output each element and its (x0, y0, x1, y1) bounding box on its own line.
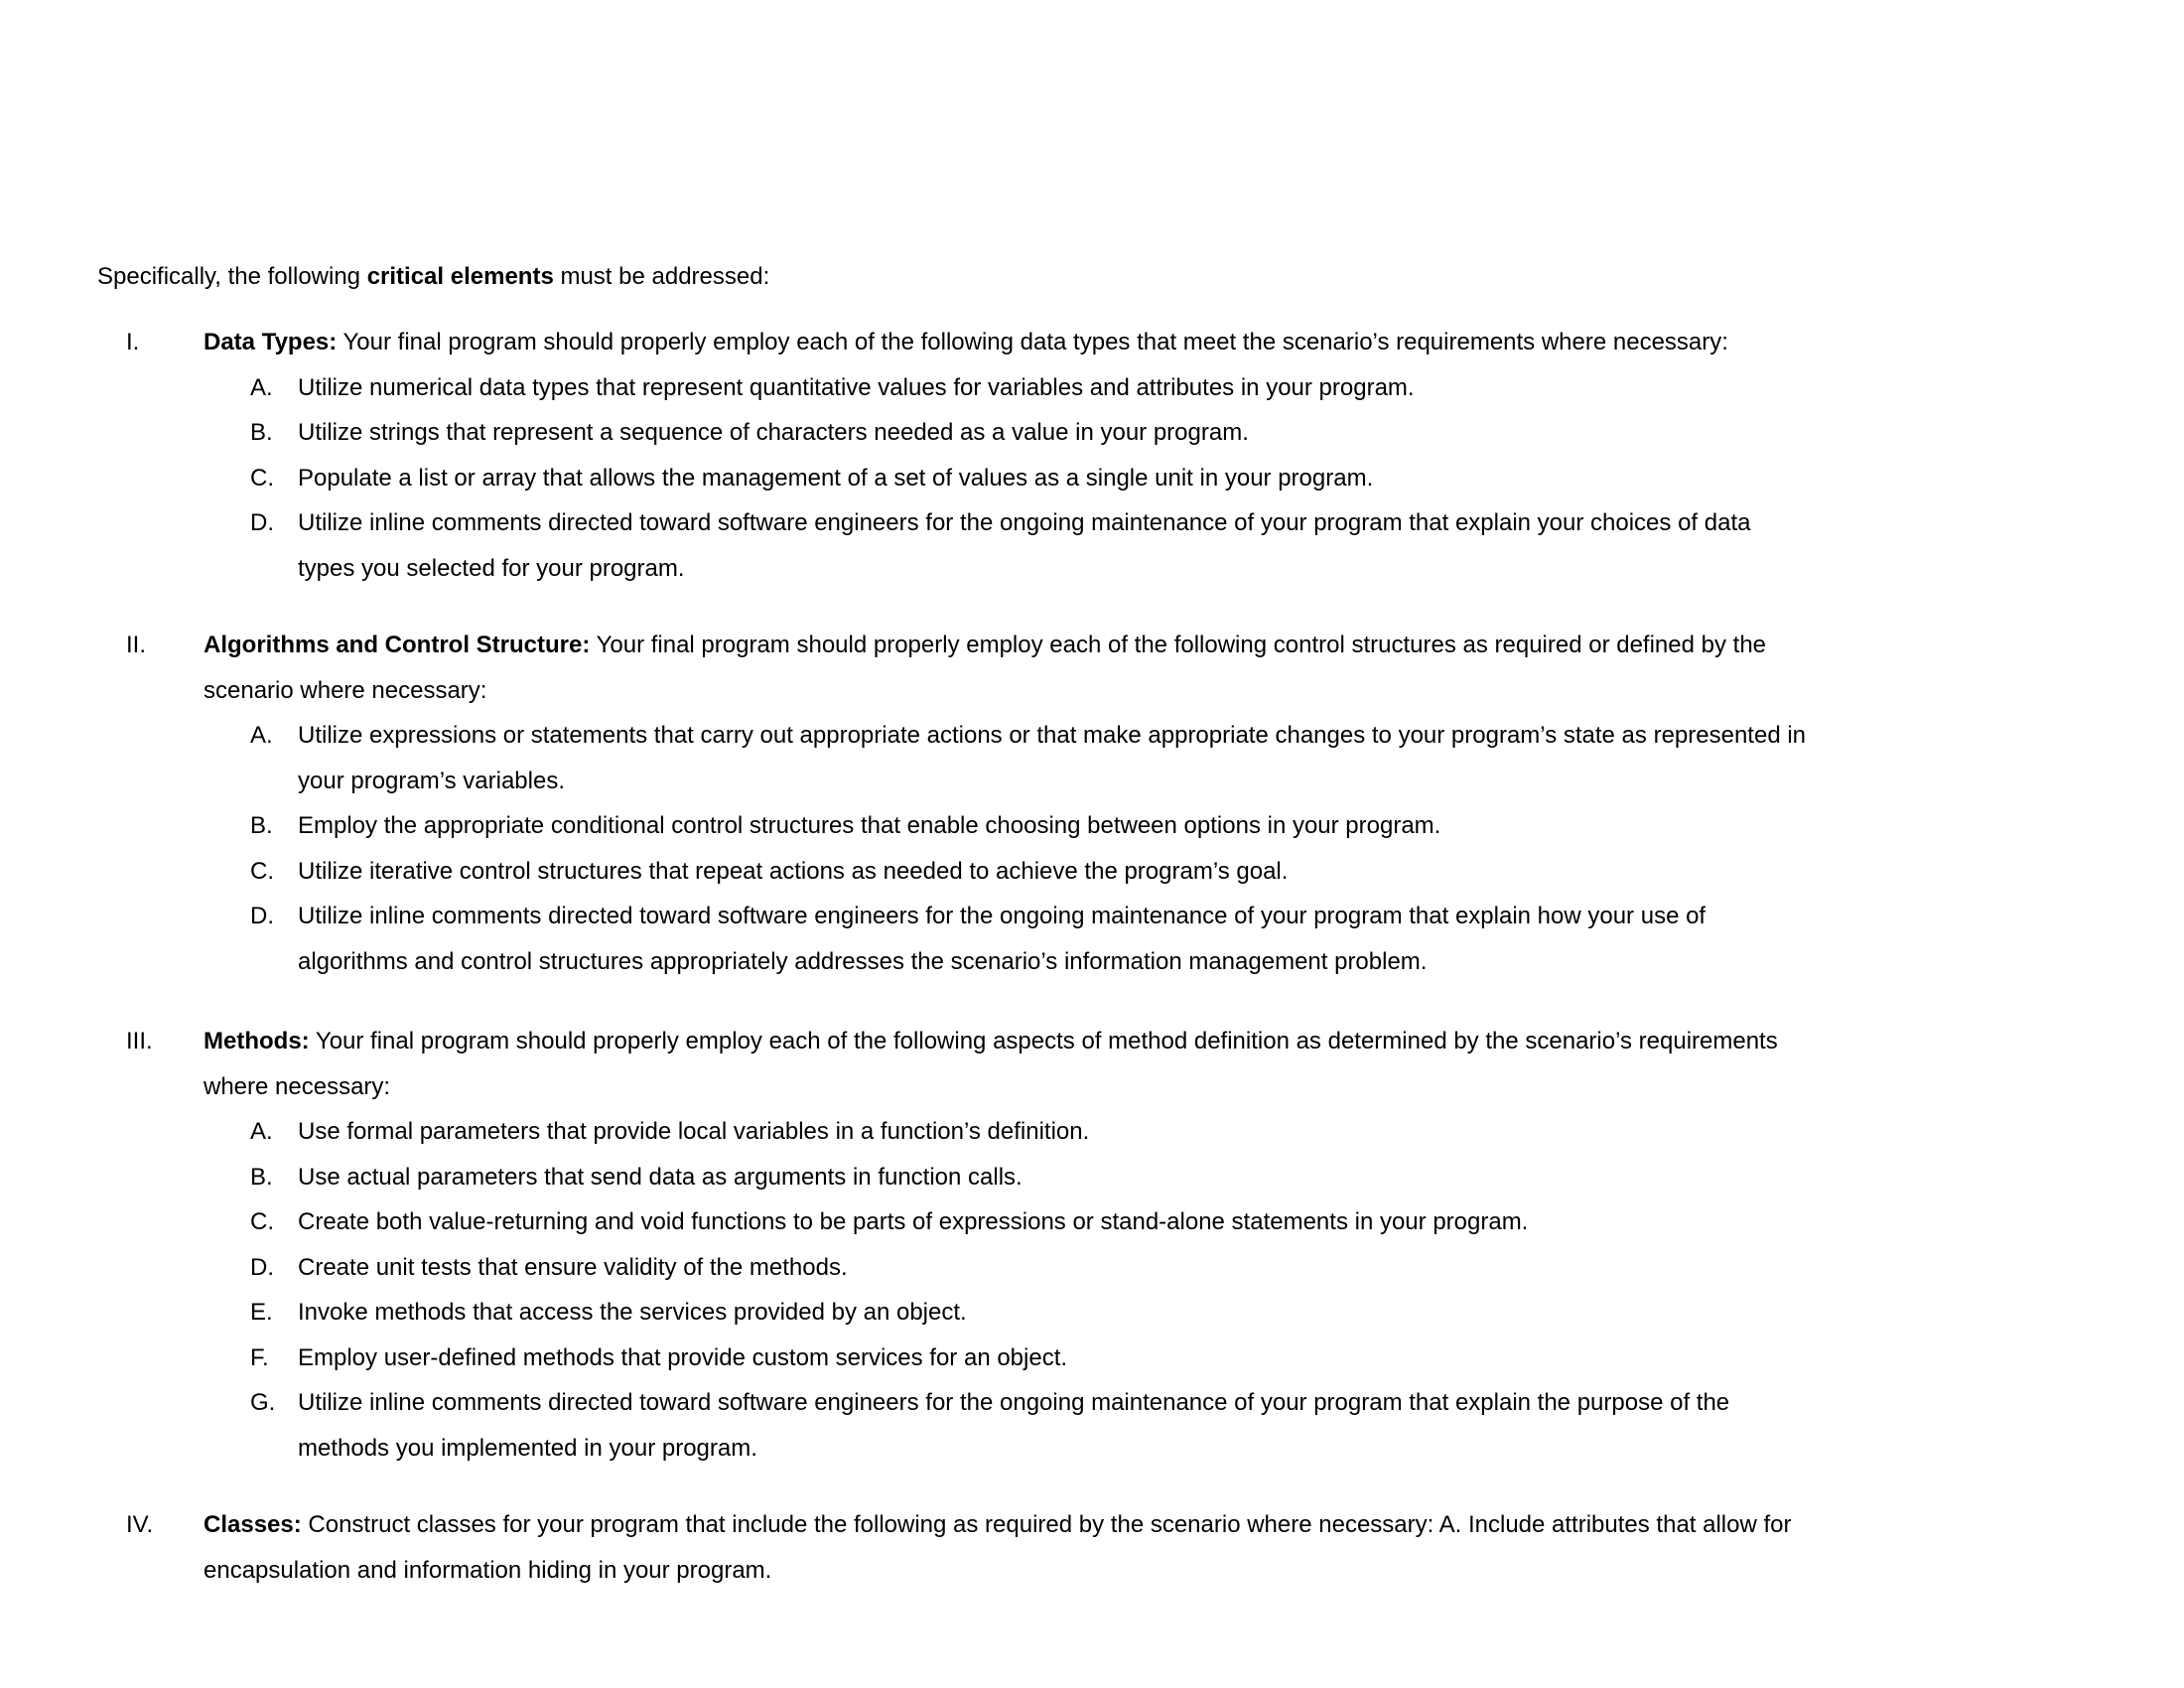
list-item-label: E. (250, 1299, 273, 1326)
list-item-label: C. (250, 857, 274, 885)
list-item (250, 1109, 1778, 1155)
list-item-line: Use formal parameters that provide local variables in a function’s definition. (298, 1118, 1090, 1145)
list-item-line: Invoke methods that access the services provided by an object. (298, 1299, 967, 1326)
list-item-label: C. (250, 464, 274, 492)
list-item-line: Utilize numerical data types that represent quantitative values for variables and attributes in your program. (298, 373, 1415, 401)
section-content (204, 1019, 1778, 1471)
list-item-text (298, 500, 1750, 591)
list-item-text (298, 1290, 1778, 1336)
list-item-label: D. (250, 903, 274, 929)
section-content (204, 623, 1806, 984)
section-header-line: encapsulation and information hiding in your program. (204, 1556, 772, 1584)
list-item-text (298, 849, 1806, 895)
list-item-text (298, 1336, 1778, 1381)
list-item-label: A. (250, 1118, 273, 1145)
list-item-text (298, 1155, 1778, 1200)
section-numeral: II. (126, 632, 147, 658)
list-item-line: Create both value-returning and void functions to be parts of expressions or stand-alone statements in your program. (298, 1208, 1529, 1235)
list-item (250, 1336, 1778, 1381)
list-item-text (298, 456, 1750, 501)
list-item-line: Utilize inline comments directed toward software engineers for the ongoing maintenance of your program that explain how your use of (298, 903, 1706, 929)
list-item-line: algorithms and control structures appropriately addresses the scenario’s information management problem. (298, 947, 1428, 975)
list-item-line: Utilize expressions or statements that carry out appropriate actions or that make appropriate changes to your program’s state as represented in (298, 722, 1807, 749)
outline-section (126, 1502, 1792, 1593)
list-item-line: types you selected for your program. (298, 554, 685, 582)
section-header-line: where necessary: (204, 1072, 391, 1100)
list-item-label: B. (250, 419, 273, 446)
section-content (204, 1502, 1792, 1593)
outline-section (126, 320, 1750, 591)
list-item (250, 410, 1750, 456)
intro-text-bold: critical elements (366, 263, 554, 290)
list-item-line: Utilize iterative control structures that repeat actions as needed to achieve the program’s goal. (298, 857, 1289, 885)
list-item-line: Employ user-defined methods that provide custom services for an object. (298, 1343, 1068, 1371)
list-item-text (298, 894, 1806, 984)
list-item (250, 803, 1806, 849)
list-item-label: G. (250, 1389, 276, 1416)
list-item-text (298, 410, 1750, 456)
list-item (250, 713, 1806, 803)
section-header-line: Classes: Construct classes for your program that include the following as required by the scenario where necessary: A. Include attributes that allow for (204, 1511, 1792, 1538)
section-title: Methods: (204, 1028, 310, 1055)
intro-text-post: must be addressed: (553, 263, 770, 290)
list-item-line: your program’s variables. (298, 767, 566, 794)
intro-line (97, 254, 769, 300)
outline-section (126, 623, 1806, 984)
list-item-label: A. (250, 722, 273, 749)
section-title: Classes: (204, 1511, 302, 1538)
section-header-line: Data Types: Your final program should properly employ each of the following data types that meet the scenario’s requirements where necessary: (204, 329, 1728, 355)
list-item (250, 1290, 1778, 1336)
list-item-line: Utilize strings that represent a sequence of characters needed as a value in your program. (298, 419, 1249, 446)
list-item-text (298, 803, 1806, 849)
list-item-label: D. (250, 509, 274, 536)
list-item-label: A. (250, 373, 273, 401)
section-numeral: IV. (126, 1511, 154, 1538)
list-item (250, 1199, 1778, 1245)
list-item-line: Create unit tests that ensure validity of the methods. (298, 1253, 848, 1281)
list-item (250, 1245, 1778, 1291)
list-item (250, 1380, 1778, 1471)
list-item-label: F. (250, 1343, 269, 1371)
section-content (204, 320, 1750, 591)
list-item (250, 894, 1806, 984)
list-item-line: Use actual parameters that send data as arguments in function calls. (298, 1163, 1023, 1191)
section-title: Algorithms and Control Structure: (204, 632, 591, 658)
list-item (250, 500, 1750, 591)
list-item-text (298, 1109, 1778, 1155)
list-item-line: Utilize inline comments directed toward software engineers for the ongoing maintenance of your program that explain the purpose of the (298, 1389, 1730, 1416)
list-item (250, 1155, 1778, 1200)
list-item-line: Utilize inline comments directed toward software engineers for the ongoing maintenance of your program that explain your choices of data (298, 509, 1751, 536)
section-title: Data Types: (204, 329, 338, 355)
list-item-line: Populate a list or array that allows the management of a set of values as a single unit in your program. (298, 464, 1374, 492)
section-numeral: III. (126, 1028, 153, 1055)
list-item-label: B. (250, 812, 273, 839)
list-item-label: B. (250, 1163, 273, 1191)
list-item-text (298, 365, 1750, 411)
list-item-text (298, 1245, 1778, 1291)
list-item (250, 365, 1750, 411)
section-header-line: scenario where necessary: (204, 676, 487, 704)
intro-text-pre: Specifically, the following (97, 263, 367, 290)
section-numeral: I. (126, 329, 140, 355)
list-item (250, 849, 1806, 895)
list-item-line: methods you implemented in your program. (298, 1434, 757, 1462)
list-item-label: C. (250, 1208, 274, 1235)
list-item-text (298, 1380, 1778, 1471)
list-item-text (298, 713, 1806, 803)
list-item-line: Employ the appropriate conditional control structures that enable choosing between options in your program. (298, 812, 1441, 839)
section-header-line: Algorithms and Control Structure: Your final program should properly employ each of the following control structures as required or defined by the (204, 632, 1767, 658)
list-item (250, 456, 1750, 501)
list-item-label: D. (250, 1253, 274, 1281)
section-header-line: Methods: Your final program should properly employ each of the following aspects of method definition as determined by the scenario’s requirements (204, 1028, 1778, 1055)
outline-section (126, 1019, 1778, 1471)
list-item-text (298, 1199, 1778, 1245)
